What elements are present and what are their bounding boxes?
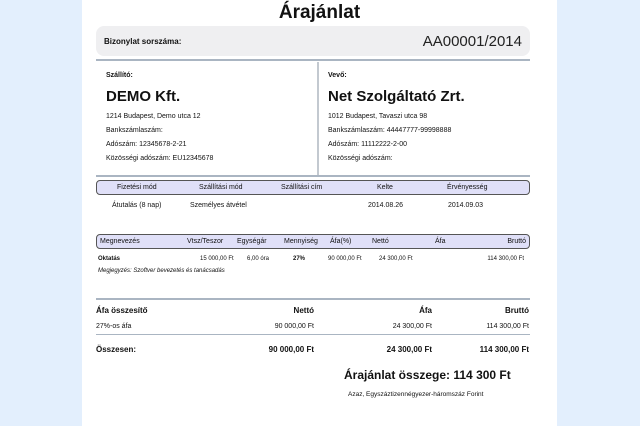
vat-summary-vat-header: Áfa: [419, 306, 432, 315]
header-date: Kelte: [377, 184, 393, 191]
item-gross: 114 300,00 Ft: [487, 256, 524, 262]
items-header: [96, 234, 530, 249]
divider: [96, 334, 530, 335]
item-vat: 24 300,00 Ft: [379, 256, 413, 262]
vat-row-gross: 114 300,00 Ft: [486, 323, 529, 330]
document-page: [82, 0, 557, 426]
buyer-name: Net Szolgáltató Zrt.: [328, 88, 465, 105]
header-net: Nettó: [372, 238, 389, 245]
doc-number-value: AA00001/2014: [422, 33, 522, 50]
grand-total-in-words: Azaz, Egyszáztizennégyezer-háromszáz Forint: [348, 391, 484, 398]
item-vat-pct: 27%: [293, 256, 306, 262]
header-shipping-address: Szállítási cím: [281, 184, 323, 191]
total-vat: 24 300,00 Ft: [386, 345, 432, 354]
shipping-method: Személyes átvétel: [190, 202, 247, 209]
header-vtsz: Vtsz/Teszor: [187, 238, 224, 245]
vat-row-net: 90 000,00 Ft: [274, 323, 314, 330]
vat-row-vat: 24 300,00 Ft: [392, 323, 432, 330]
seller-block: [96, 62, 316, 176]
doc-number-box: [96, 26, 530, 56]
header-gross: Bruttó: [507, 238, 526, 245]
buyer-bank-account: Bankszámlaszám: 44447777-99998888: [328, 127, 452, 134]
seller-label: Szállító:: [106, 72, 133, 79]
buyer-label: Vevő:: [328, 72, 347, 79]
header-shipping-method: Szállítási mód: [199, 184, 243, 191]
doc-number-label: Bizonylat sorszáma:: [104, 37, 182, 46]
grand-total: Árajánlat összege: 114 300 Ft: [344, 368, 511, 382]
item-note: Megjegyzés: Szoftver bevezetés és tanácsadás: [98, 268, 225, 274]
buyer-eu-tax-number: Közösségi adószám:: [328, 155, 393, 162]
seller-tax-number: Adószám: 12345678-2-21: [106, 141, 187, 148]
header-unit-price: Egységár: [237, 238, 267, 245]
validity-date: 2014.09.03: [448, 202, 484, 209]
vat-summary-title: Áfa összesítő: [96, 306, 148, 315]
details-row: [96, 199, 528, 211]
item-quantity: 6,00 óra: [247, 256, 270, 262]
buyer-block: [320, 62, 530, 176]
header-quantity: Mennyiség: [284, 238, 318, 245]
divider: [96, 59, 530, 61]
document-title: Árajánlat: [278, 2, 361, 23]
total-net: 90 000,00 Ft: [268, 345, 314, 354]
vat-summary-net-header: Nettó: [293, 306, 314, 315]
item-row: [96, 253, 528, 265]
item-net: 90 000,00 Ft: [328, 256, 362, 262]
seller-address: 1214 Budapest, Demo utca 12: [106, 113, 201, 120]
total-gross: 114 300,00 Ft: [479, 345, 529, 354]
item-unit-price: 15 000,00 Ft: [200, 256, 234, 262]
item-note-row: [96, 265, 528, 277]
party-separator: [317, 62, 319, 175]
seller-name: DEMO Kft.: [106, 88, 181, 105]
divider: [96, 298, 530, 300]
seller-eu-tax-number: Közösségi adószám: EU12345678: [106, 155, 214, 162]
divider: [96, 175, 530, 177]
seller-bank-account: Bankszámlaszám:: [106, 127, 163, 134]
details-header: [96, 180, 530, 195]
total-label: Összesen:: [96, 345, 137, 354]
header-vat-pct: Áfa(%): [330, 238, 352, 245]
vat-summary-gross-header: Bruttó: [505, 306, 529, 315]
header-vat: Áfa: [435, 238, 446, 245]
issue-date: 2014.08.26: [368, 202, 404, 209]
payment-method: Átutalás (8 nap): [112, 202, 162, 209]
vat-row-label: 27%-os áfa: [96, 323, 132, 330]
header-payment-method: Fizetési mód: [117, 184, 157, 191]
header-name: Megnevezés: [100, 238, 140, 245]
buyer-address: 1012 Budapest, Tavaszi utca 98: [328, 113, 428, 120]
buyer-tax-number: Adószám: 11112222-2-00: [328, 141, 407, 148]
item-name: Oktatás: [98, 256, 121, 262]
header-validity: Érvényesség: [447, 184, 488, 191]
